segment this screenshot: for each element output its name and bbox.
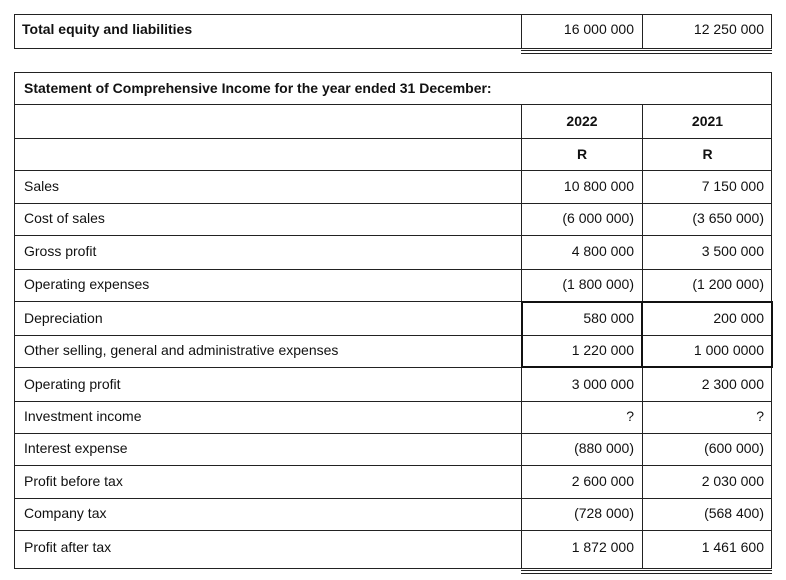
row-value-2022: 2 600 000	[571, 473, 634, 489]
row-value-2021: (600 000)	[704, 440, 764, 456]
row-label: Company tax	[24, 505, 107, 521]
year-2022-header: 2022	[566, 113, 598, 129]
grid-line	[14, 433, 772, 434]
equity-divider-2	[642, 14, 643, 49]
row-value-2022: ?	[626, 408, 634, 424]
grid-line	[14, 203, 772, 204]
row-label: Gross profit	[24, 243, 97, 259]
row-value-2021: 3 500 000	[701, 243, 764, 259]
row-value-2022: (880 000)	[574, 440, 634, 456]
row-value-2021: (568 400)	[704, 505, 764, 521]
equity-underline-1	[521, 50, 772, 51]
row-value-2022: 4 800 000	[571, 243, 634, 259]
grid-line	[14, 104, 772, 105]
equity-2022-value: 16 000 000	[563, 21, 634, 37]
row-value-2022: 10 800 000	[563, 178, 634, 194]
grid-line	[14, 465, 772, 466]
row-label: Profit before tax	[24, 473, 123, 489]
grid-line	[14, 138, 772, 139]
equity-divider-1	[521, 14, 522, 49]
grid-line	[14, 170, 772, 171]
row-value-2021: 7 150 000	[701, 178, 764, 194]
row-value-2022: (1 800 000)	[562, 276, 634, 292]
row-label: Profit after tax	[24, 539, 112, 555]
equity-label: Total equity and liabilities	[22, 21, 193, 37]
row-value-2022: 580 000	[583, 310, 634, 326]
row-value-2022: (728 000)	[574, 505, 634, 521]
grid-line	[14, 269, 772, 270]
row-value-2021: 2 300 000	[701, 376, 764, 392]
row-value-2021: ?	[756, 408, 764, 424]
grid-line	[14, 498, 772, 499]
grid-line	[14, 530, 772, 531]
currency-2022-header: R	[576, 146, 588, 162]
row-label: Cost of sales	[24, 210, 105, 226]
row-label: Operating expenses	[24, 276, 150, 292]
row-value-2022: 3 000 000	[571, 376, 634, 392]
row-value-2021: (1 200 000)	[692, 276, 764, 292]
row-value-2021: 1 461 600	[701, 539, 764, 555]
grid-line	[14, 235, 772, 236]
row-label: Sales	[24, 178, 60, 194]
row-value-2021: 200 000	[713, 310, 764, 326]
row-value-2022: 1 220 000	[571, 342, 634, 358]
total-double-underline-1	[521, 570, 772, 571]
row-label: Operating profit	[24, 376, 121, 392]
row-label: Other selling, general and administrative expenses	[24, 342, 339, 358]
row-value-2022: (6 000 000)	[562, 210, 634, 226]
grid-line	[14, 401, 772, 402]
row-value-2021: (3 650 000)	[692, 210, 764, 226]
currency-2021-header: R	[702, 146, 713, 162]
row-label: Depreciation	[24, 310, 103, 326]
row-value-2021: 2 030 000	[701, 473, 764, 489]
expenses-breakdown-divider	[641, 301, 643, 368]
row-value-2021: 1 000 0000	[693, 342, 764, 358]
total-double-underline-2	[521, 573, 772, 574]
row-value-2022: 1 872 000	[571, 539, 634, 555]
row-label: Investment income	[24, 408, 142, 424]
equity-underline-2	[521, 53, 772, 54]
statement-title: Statement of Comprehensive Income for the year ended 31 December:	[24, 80, 492, 96]
equity-2021-value: 12 250 000	[693, 21, 764, 37]
year-2021-header: 2021	[691, 113, 724, 129]
row-label: Interest expense	[24, 440, 128, 456]
